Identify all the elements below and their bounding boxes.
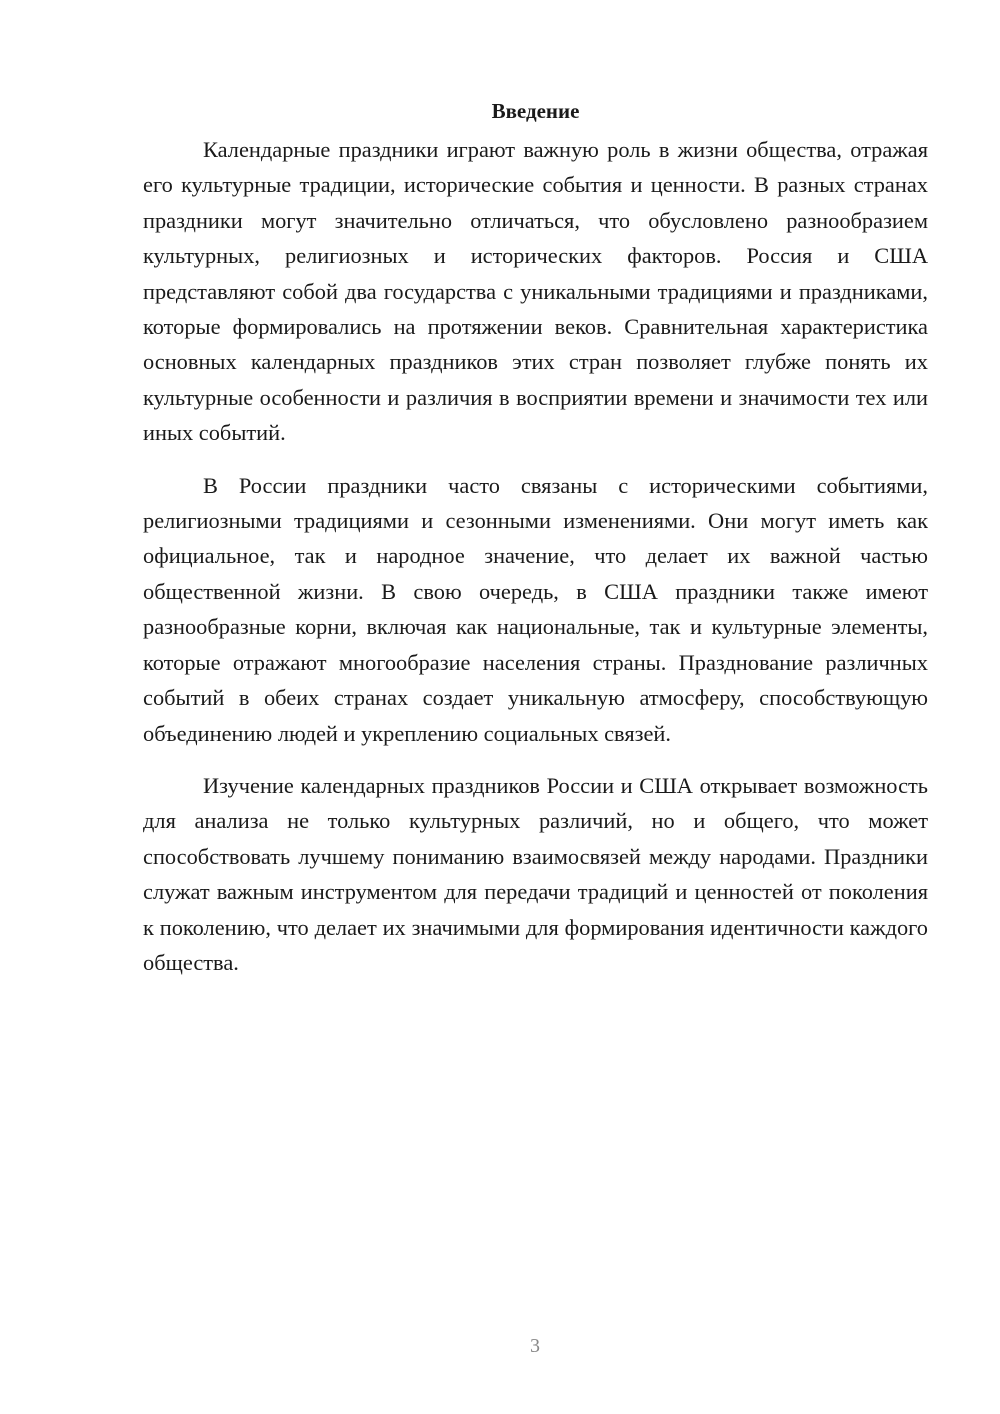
paragraph-3: Изучение календарных праздников России и США открывает возможность для анализа не только культурных различий, но и общего, что может способствовать лучшему пониманию взаимосвязей между народами. Праздники служат важным инструментом для передачи традиций и ценностей от поколения к поколению, что делает их значимыми для формирования идентичности каждого общества. <box>143 772 928 975</box>
page-number: 3 <box>530 1335 540 1357</box>
paragraph-1: Календарные праздники играют важную роль в жизни общества, отражая его культурные традиции, исторические события и ценности. В разных странах праздники могут значительно отличаться, что обусловлено разнообразием культурных, религиозных и исторических факторов. Россия и США представляют собой два государства с уникальными традициями и праздниками, которые формировались на протяжении веков. Сравнительная характеристика основных календарных праздников этих стран позволяет глубже понять их культурные особенности и различия в восприятии времени и значимости тех или иных событий. <box>143 137 928 446</box>
page-content <box>143 96 928 997</box>
section-heading: Введение <box>491 99 580 123</box>
paragraph-2: В России праздники часто связаны с историческими событиями, религиозными традициями и сезонными изменениями. Они могут иметь как официальное, так и народное значение, что делает их важной частью общественной жизни. В свою очередь, в США праздники также имеют разнообразные корни, включая как национальные, так и культурные элементы, которые отражают многообразие населения страны. Празднование различных событий в обеих странах создает уникальную атмосферу, способствующую объединению людей и укреплению социальных связей. <box>143 472 928 746</box>
